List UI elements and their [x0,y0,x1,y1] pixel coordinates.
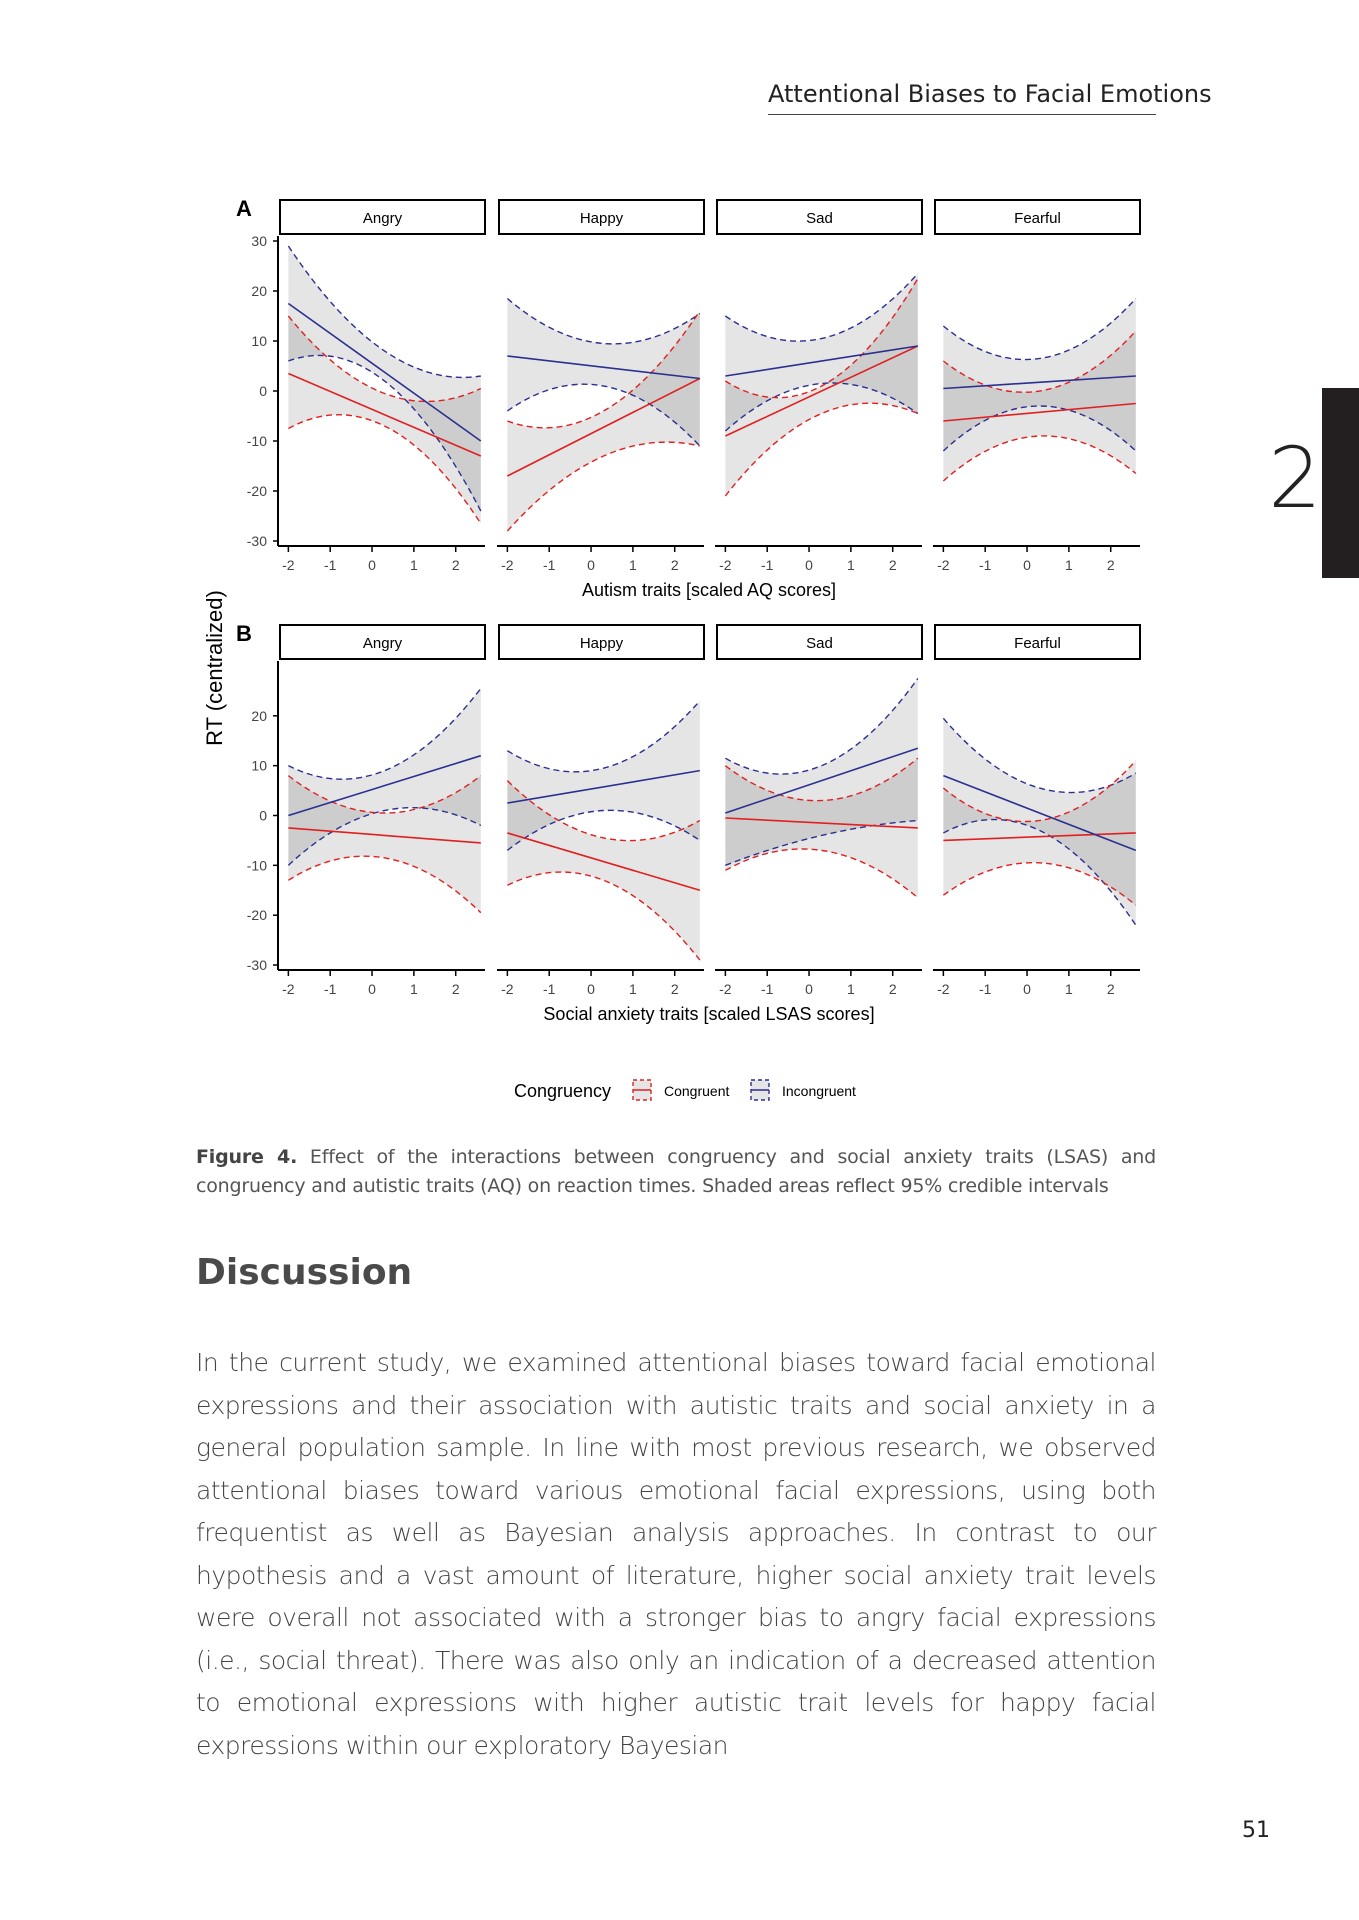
x-tick-label: 0 [805,557,813,573]
x-axis-label-A: Autism traits [scaled AQ scores] [581,580,837,600]
panel-title-B-1: Happy [579,635,624,652]
x-tick-label: -2 [719,557,732,573]
x-tick-label: -1 [760,557,774,573]
y-tick-label: -10 [246,857,267,874]
y-tick-label: 30 [251,233,267,249]
x-tick-label: -2 [937,557,950,573]
figure-caption-text: Effect of the interactions between congruency and social anxiety traits (LSAS) and congruency and autistic traits (AQ) on reaction times. Shaded areas reflect 95% credible intervals [196,1146,1156,1197]
x-tick-label: -2 [501,981,514,997]
x-tick-label: 0 [1023,557,1031,573]
x-tick-label: 2 [670,557,679,573]
x-tick-label: 2 [888,981,897,997]
y-tick-label: 20 [251,707,267,724]
x-tick-label: -1 [978,981,992,997]
panel-title-B-0: Angry [362,635,403,652]
panel-label-B: B [236,621,252,646]
x-tick-label: -2 [719,981,732,997]
x-tick-label: 0 [368,557,376,573]
y-tick-label: 10 [251,333,267,349]
x-tick-label: -2 [501,557,514,573]
discussion-paragraph: In the current study, we examined attentional biases toward facial emotional expressions and their association with autistic traits and social anxiety in a general population sample. In line with most previous research, we observed attentional biases toward various emotional facial expressions, using both frequentist as well as Bayesian analysis approaches. In contrast to our hypothesis and a vast amount of literature, higher social anxiety trait levels were overall not associated with a stronger bias to angry facial expressions (i.e., social threat). There was also only an indication of a decreased attention to emotional expressions with higher autistic trait levels for happy facial expressions within our exploratory Bayesian [196,1348,1156,1760]
x-tick-label: 2 [888,557,897,573]
y-tick-label: -20 [246,483,267,499]
x-tick-label: 2 [451,981,460,997]
x-tick-label: 1 [409,557,418,573]
x-tick-label: -1 [542,557,556,573]
x-tick-label: -2 [282,981,295,997]
x-tick-label: 2 [670,981,679,997]
panel-title-A-1: Happy [579,210,624,227]
panel-title-B-3: Fearful [1014,635,1061,652]
x-tick-label: 1 [628,981,637,997]
chapter-number: 2 [1268,429,1322,527]
panel-title-A-0: Angry [362,210,403,227]
panel-title-A-3: Fearful [1014,210,1061,227]
legend-label-congruent: Congruent [664,1083,730,1099]
panel-title-A-2: Sad [806,210,833,227]
page-number: 51 [1242,1818,1270,1843]
x-tick-label: 1 [846,981,855,997]
x-tick-label: 1 [846,557,855,573]
x-tick-label: 2 [1106,557,1115,573]
figure-caption [196,1143,1156,1201]
x-tick-label: 0 [805,981,813,997]
x-tick-label: 0 [587,557,595,573]
legend-title: Congruency [514,1081,612,1101]
y-tick-label: 10 [251,757,267,774]
x-tick-label: 0 [587,981,595,997]
x-tick-label: -2 [282,557,295,573]
section-heading-discussion: Discussion [196,1252,413,1293]
x-tick-label: -1 [323,981,337,997]
figure-caption-label: Figure 4. [196,1146,298,1168]
x-axis-label-B: Social anxiety traits [scaled LSAS scores] [543,1004,875,1024]
y-tick-label: 20 [251,283,267,299]
y-axis-label: RT (centralized) [202,590,227,746]
x-tick-label: 1 [1064,557,1073,573]
y-tick-label: -10 [246,433,267,449]
x-tick-label: -2 [937,981,950,997]
y-tick-label: 0 [259,807,267,824]
y-tick-label: -30 [246,957,267,974]
x-tick-label: -1 [542,981,556,997]
running-header: Attentional Biases to Facial Emotions [768,80,1156,115]
x-tick-label: 2 [451,557,460,573]
x-tick-label: -1 [978,557,992,573]
x-tick-label: 1 [1064,981,1073,997]
x-tick-label: -1 [760,981,774,997]
y-tick-label: -20 [246,907,267,924]
y-tick-label: 0 [259,383,267,399]
panel-label-A: A [236,196,252,221]
panel-title-B-2: Sad [806,635,833,652]
x-tick-label: 0 [368,981,376,997]
x-tick-label: 2 [1106,981,1115,997]
legend-label-incongruent: Incongruent [782,1083,856,1099]
x-tick-label: 1 [409,981,418,997]
x-tick-label: 0 [1023,981,1031,997]
y-tick-label: -30 [246,533,267,549]
x-tick-label: -1 [323,557,337,573]
x-tick-label: 1 [628,557,637,573]
